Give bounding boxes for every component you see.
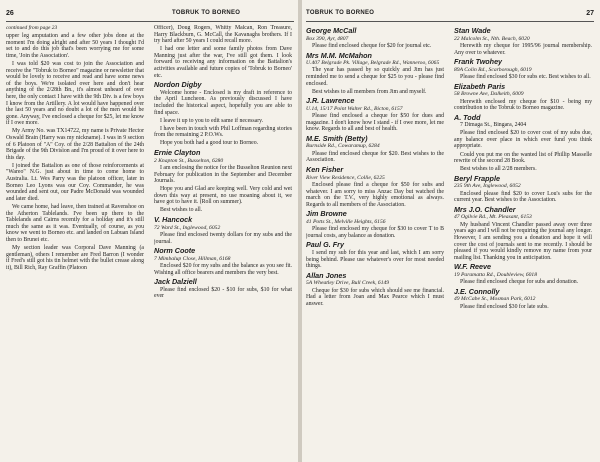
left-page-number: 26 — [6, 10, 14, 17]
letter-entry — [306, 210, 444, 239]
letter-author: V. Hancock — [154, 215, 193, 225]
letter-text: Please find enclosed $30 for subs etc. Best wishes to all. — [460, 74, 591, 80]
letter-entry — [154, 149, 292, 214]
letter-author: Jim Browne — [306, 209, 347, 219]
letter-text: Please find enclosed $20 - $10 for subs, $10 for what ever — [154, 286, 292, 300]
letter-address: Burnside Rd., Cowaramup, 6284 — [306, 143, 380, 150]
right-page-header — [306, 8, 594, 22]
letter-text: Enclosed please find $20 to cover Lou's subs for the current year. Best wishes to the Association. — [454, 190, 592, 204]
left-page-header — [6, 8, 294, 22]
letter-entry — [154, 81, 292, 147]
letter-entry — [454, 288, 592, 311]
right-column-1 — [306, 25, 444, 455]
letter-text: Herewith enclosed my cheque for $10 - being my contribution to the Tobruk to Borneo magazine. — [454, 98, 592, 112]
letter-text: Please find enclosed my cheque for $30 to cover T to B journal costs, any balance as donation. — [306, 226, 444, 239]
letter-address: River View Residence, Collie, 6225 — [306, 174, 385, 181]
paragraph: My section leader was Corporal Dave Manning (a gentleman), others I remember are Fred Barron (I wonder if Fred's still got his tin helmet with the bullet crease along it), Bill Rich, Ray Graffin (Platoon — [6, 245, 144, 271]
paragraph: I had one letter and some family photos from Dave Manning just after the war, I've still got them. I look forward to receiving any information on the Battalion's activities available and future copies of 'Tobruk to Borneo' etc. — [154, 46, 292, 79]
letter-entry — [454, 175, 592, 204]
letter-entry — [306, 27, 444, 50]
letter-address: U.14, 15/17 Point Walter Rd., Bicton, 6157 — [306, 105, 403, 112]
letter-address: Box 390, Ayr, 4807 — [306, 35, 349, 42]
letter-entry — [306, 272, 444, 308]
letter-entry — [454, 58, 592, 81]
letter-entry — [306, 97, 444, 133]
paragraph: I was told $20 was cost to join the Association and receive the "Tobruk to Borneo" magazine or newsletter that would be lovely to receive and read and have some news of the boys. We're isolated over here and don't hear anything of the 2/28th Bn., it's almost unheard of over here, the only contact I have with the 9th Div. is a few boys I know from the Artillery. A lot would have happened over the last 50 years and no doubt a lot of the men would be gone. Anyway, I've enclosed a cheque for $25, let me know if I owe more. — [6, 60, 144, 127]
letter-text: The year has passed by so quickly and Jim has just reminded me to send a cheque for $25 to you - please find enclosed. — [306, 67, 444, 87]
letter-text: I am enclosing the notice for the Busselton Reunion next February for publication in the September and December Journals. — [154, 164, 292, 185]
paragraph: We came home, had leave, then trained at Ravenshoe on the Atherton Tablelands. I've been up there to the Tablelands and Cairns recently for a holiday and it's still much the same as it was. Eventually, of course, as you know we went to Borneo etc. and landed on Labuan Island then to Brunei etc. — [6, 203, 144, 243]
left-running-title: TOBRUK TO BORNEO — [172, 10, 241, 16]
letter-text: Please find enclosed cheque for subs and donation. — [460, 279, 579, 286]
letter-author: A. Todd — [454, 112, 481, 122]
letter-text: Best wishes to all. — [160, 207, 203, 214]
letter-author: Jack Dalziell — [154, 277, 197, 287]
letter-text: 7 Dimaga St., Bingara, 2404 — [460, 122, 527, 129]
letter-author: Elizabeth Paris — [454, 81, 506, 91]
letter-text: Please find enclosed a cheque for $50 for dues and magazine. I don't know how I stand - if I owe more, let me know. Regards to all and best of health. — [306, 113, 444, 133]
letter-author: Ken Fisher — [306, 165, 344, 175]
letter-author: Norm Coote — [154, 246, 196, 256]
letter-address: 72 Ward St., Inglewood, 6052 — [154, 224, 221, 231]
letter-text: Enclosed please find a cheque for $50 for subs and whatever. I am sorry to miss Anzac Day but watched the march on the T.V., very highly emotional as always. Regards to all members of the Association. — [306, 181, 444, 208]
letter-text: Please find enclosed twenty dollars for my subs and the journal. — [154, 231, 292, 245]
letter-address: 235 9th Ave, Inglewood, 6052 — [454, 183, 521, 190]
letter-author: Frank Twohey — [454, 57, 503, 67]
continued-label: continued from page 23 — [6, 25, 58, 31]
letter-author: Nordon Digby — [154, 80, 202, 90]
letter-author: Stan Wade — [454, 26, 491, 35]
letter-author: Allan Jones — [306, 270, 347, 280]
letter-author: Beryl Frapple — [454, 173, 500, 183]
letter-entry — [454, 83, 592, 112]
letter-text: Could you put me on the wanted list of Phillip Masselle rewrite of the second 28 Book. — [454, 151, 592, 165]
letter-address: 2 Knapton St., Busselton, 6280 — [154, 157, 224, 164]
letter-entry — [454, 263, 592, 286]
left-column-1 — [6, 25, 144, 455]
letter-text: Welcome home - Enclosed is my draft in reference to the April Luncheon. As previously discussed I have included the historical aspect, hopefully you are able to find space. — [154, 89, 292, 116]
letter-address: 47 Ogilvie Rd., Mt. Pleasant, 6153 — [454, 214, 532, 221]
letter-text: I send my sub for this year and last, which I am sorry being behind. Please use whatever's over for most needed things. — [306, 249, 444, 270]
letter-address: 41 Potts St., Melville Heights, 6156 — [306, 218, 386, 225]
letter-address: 19 Paramatta Rd., Doubleview, 6018 — [454, 271, 538, 278]
letter-address: 7 Mimbalup Close, Hillman, 6168 — [154, 255, 231, 262]
letter-text: Hope you and Glad are keeping well. Very cold and wet down this way at present, no use moaning about it, we have got to have it. (Roll on summer). — [154, 186, 292, 206]
letter-text: My husband Vincent Chandler passed away over three years ago and I will not be requiring the journal any longer. However, I am sending you a donation and hope it will cover the cost of journals sent to me recently. I should be pleased if you would kindly remove my name from your mailing list. Thanking you in anticipation. — [454, 221, 592, 261]
letter-author: Ernie Clayton — [154, 148, 201, 157]
letter-entry — [306, 166, 444, 208]
letter-author: George McCall — [306, 26, 357, 35]
paragraph: I joined the Battalion as one of those reinforcements at "Wareo" N.G. just about in time to come home to Australia. Lt. Wes Parry was the platoon officer, later in Borneo Leo Lyons was our Coy. Commander, he was wounded and sent out, our Padre McDonald was wounded and later died. — [6, 162, 144, 202]
letter-entry — [306, 241, 444, 269]
paragraph: Officer), Doug Rogers, Whitty Malcan, Ron Treasure, Harry Blackburn, G. McCall, the Kavanaghs brothers. If I try hard after 50 years I could recall more. — [154, 25, 292, 45]
right-column-2 — [454, 25, 592, 455]
letter-entry — [454, 27, 592, 56]
letter-author: Mrs M.M. McMahon — [306, 50, 372, 60]
letter-author: J.E. Connolly — [454, 286, 500, 296]
letter-text: Please find enclosed $30 for late subs. — [460, 303, 549, 310]
letter-text: Please find enclosed $20 to cover cost of my subs due, any balance over place in which ever fund you think appropriate. — [454, 130, 592, 150]
letter-entry — [306, 135, 444, 164]
letter-address: 58 Browne Ave, Dalkeith, 6009 — [454, 91, 524, 98]
letter-author: W.F. Reeve — [454, 262, 492, 272]
letter-address: 22 Malcolm St., Nth. Beach, 6020 — [454, 35, 530, 42]
right-running-title: TOBRUK TO BORNEO — [306, 10, 375, 16]
letter-entry — [454, 206, 592, 261]
letter-entry — [306, 52, 444, 96]
letter-text: Best wishes to all members from Jim and myself. — [312, 88, 427, 95]
paragraph: My Army No. was TX14722, my name is Private Hector Oswald Brain (Harry was my nickname). I was in 9 section of 6 Platoon of "A" Coy. of the 2/28 Battalion of the 24th Brigade of the 9th Division and I'm proud of it over here to this day. — [6, 128, 144, 161]
letter-author: Paul G. Fry — [306, 240, 344, 250]
letter-text: Hope you both had a good tour to Borneo. — [160, 140, 259, 147]
left-column-2 — [154, 25, 292, 455]
paragraph: upper leg amputation and a few other jobs done at the moment I'm doing alright and after 50 years I thought I'd set to and do this job that's been worrying me for some time, 'Join the Association'. — [6, 33, 144, 59]
letter-entry — [154, 216, 292, 245]
letter-address: 89A Colin Rd., Scarborough, 6019 — [454, 66, 532, 73]
letter-author: J.R. Lawrence — [306, 96, 355, 106]
right-page — [300, 0, 600, 462]
right-page-number: 27 — [586, 10, 594, 17]
letter-entry — [154, 278, 292, 300]
letter-author: Mrs J.O. Chandler — [454, 204, 516, 214]
letter-author: M.E. Smith (Betty) — [306, 133, 368, 143]
letter-entry — [454, 114, 592, 173]
letter-text: I have been in touch with Phil Loffman regarding stories from the remaining 2 P.O.Ws. — [154, 125, 292, 139]
letter-text: Herewith my cheque for 1995/96 journal membership. Any over to whatever. — [454, 42, 592, 56]
letter-text: Best wishes to all 2/28 members. — [460, 166, 537, 173]
letter-address: U.407 Belgrade Pk. Village, Belgrade Rd., Wanneroo, 6065 — [306, 60, 440, 66]
letter-text: I leave it up to you to edit same if necessary. — [160, 117, 264, 124]
letter-entry — [154, 247, 292, 276]
letter-text: Cheque for $30 for subs which should see me financial. Had a letter from Joan and Max Pearce which I must answer. — [306, 287, 444, 307]
letter-text: Please find enclosed cheque for $20 for journal etc. — [312, 42, 432, 49]
letter-address: 5A Wheatley Drive, Bull Creek, 6149 — [306, 280, 390, 287]
letter-address: 49 McCabe St., Mosman Park, 6012 — [454, 296, 536, 303]
letter-text: Enclosed $20 for my subs and the balance as you see fit. Wishing all office bearers and members the very best. — [154, 263, 292, 276]
letter-text: Please find enclosed cheque for $20. Best wishes to the Association. — [306, 150, 444, 164]
